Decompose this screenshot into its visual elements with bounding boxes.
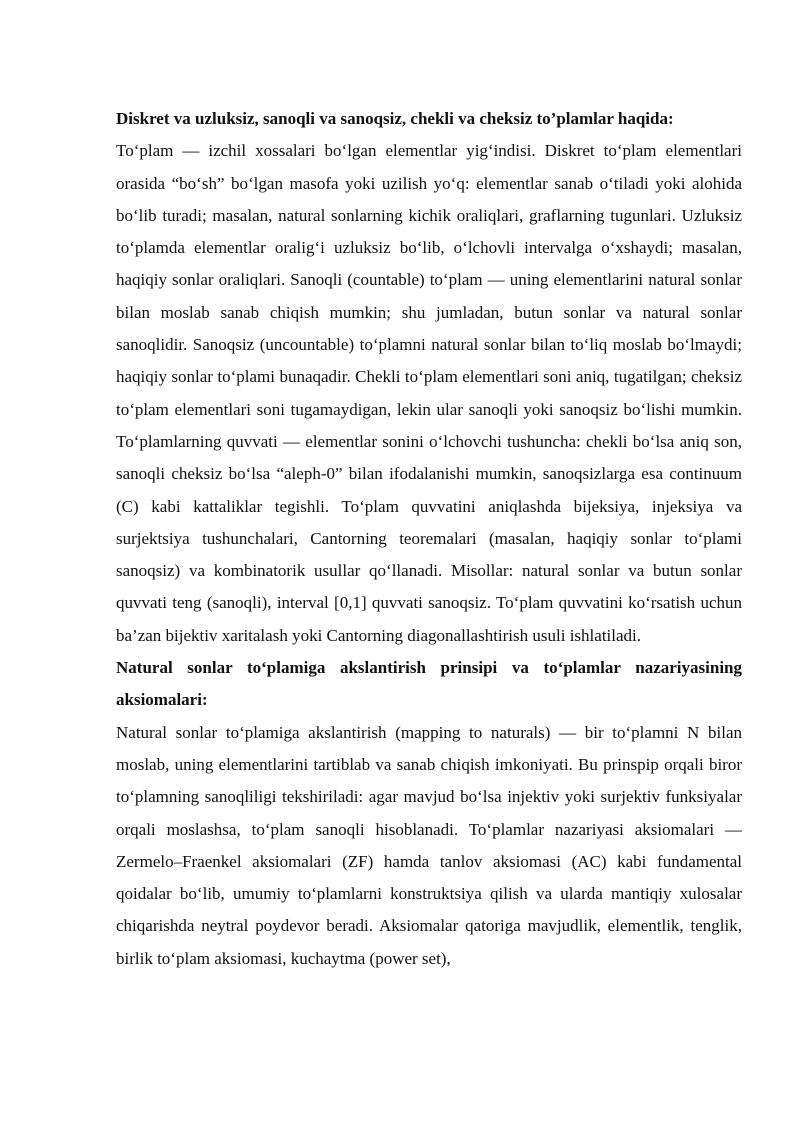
section-heading-sets-types: Diskret va uzluksiz, sanoqli va sanoqsiz, chekli va cheksiz to’plamlar haqida: xyxy=(116,109,674,128)
section-heading-mapping-axioms: Natural sonlar to‘plamiga akslantirish prinsipi va to‘plamlar nazariyasining aksiomalari: xyxy=(116,658,742,710)
document-page xyxy=(116,103,742,975)
section-body-sets-types: To‘plam — izchil xossalari bo‘lgan elementlar yig‘indisi. Diskret to‘plam elementlari orasida “bo‘sh” bo‘lgan masofa yoki uzilish yo‘q: elementlar sanab o‘tiladi yoki alohida bo‘lib turadi; masalan, natural sonlarning kichik oraliqlari, graflarning tugunlari. Uzluksiz to‘plamda elementlar oralig‘i uzluksiz bo‘lib, o‘lchovli intervalga o‘xshaydi; masalan, haqiqiy sonlar oraliqlari. Sanoqli (countable) to‘plam — uning elementlarini natural sonlar bilan moslab sanab chiqish mumkin; shu jumladan, butun sonlar va natural sonlar sanoqlidir. Sanoqsiz (uncountable) to‘plamni natural sonlar bilan to‘liq moslab bo‘lmaydi; haqiqiy sonlar to‘plami bunaqadir. Chekli to‘plam elementlari soni aniq, tugatilgan; cheksiz to‘plam elementlari soni tugamaydigan, lekin ular sanoqli yoki sanoqsiz bo‘lishi mumkin. To‘plamlarning quvvati — elementlar sonini o‘lchovchi tushuncha: chekli bo‘lsa aniq son, sanoqli cheksiz bo‘lsa “aleph-0” bilan ifodalanishi mumkin, sanoqsizlarga esa continuum (C) kabi kattaliklar tegishli. To‘plam quvvatini aniqlashda bijeksiya, injeksiya va surjektsiya tushunchalari, Cantorning teoremalari (masalan, haqiqiy sonlar to‘plami sanoqsiz) va kombinatorik usullar qo‘llanadi. Misollar: natural sonlar va butun sonlar quvvati teng (sanoqli), interval [0,1] quvvati sanoqsiz. To‘plam quvvatini ko‘rsatish uchun ba’zan bijektiv xaritalash yoki Cantorning diagonallashtirish usuli ishlatiladi. xyxy=(116,141,742,645)
section-body-mapping-axioms: Natural sonlar to‘plamiga akslantirish (mapping to naturals) — bir to‘plamni N bilan moslab, uning elementlarini tartiblab va sanab chiqish imkoniyati. Bu prinspip orqali biror to‘plamning sanoqliligi tekshiriladi: agar mavjud bo‘lsa injektiv yoki surjektiv funksiyalar orqali moslashsa, to‘plam sanoqli hisoblanadi. To‘plamlar nazariyasi aksiomalari — Zermelo–Fraenkel aksiomalari (ZF) hamda tanlov aksiomasi (AC) kabi fundamental qoidalar bo‘lib, umumiy to‘plamlarni konstruktsiya qilish va ularda mantiqiy xulosalar chiqarishda neytral poydevor beradi. Aksiomalar qatoriga mavjudlik, elementlik, tenglik, birlik to‘plam aksiomasi, kuchaytma (power set), xyxy=(116,722,742,968)
